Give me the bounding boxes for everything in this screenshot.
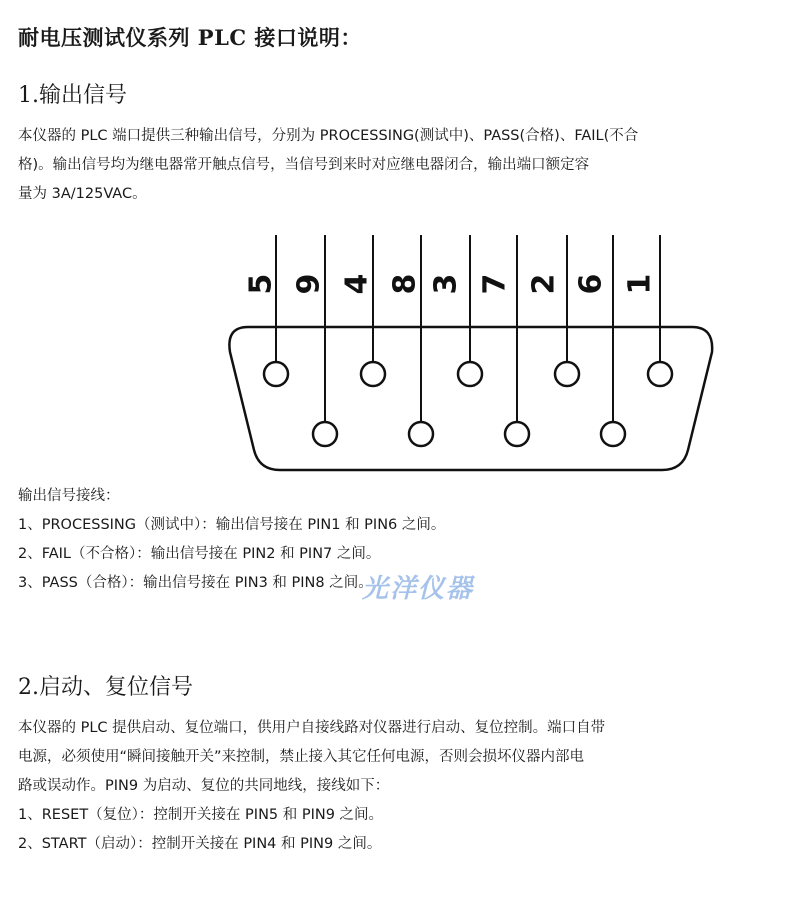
pin-label: 7 xyxy=(477,273,513,295)
pin-label: 9 xyxy=(291,273,327,295)
pin-7-hole xyxy=(505,422,529,446)
pin-8-hole xyxy=(409,422,433,446)
pin-label: 2 xyxy=(526,273,562,295)
pin-label: 6 xyxy=(573,273,609,295)
wiring-item: 1、PROCESSING（测试中）：输出信号接在 PIN1 和 PIN6 之间。 xyxy=(18,517,446,533)
watermark: 光洋仪器 xyxy=(362,574,475,604)
pin-label: 4 xyxy=(339,273,375,295)
pin-5-hole xyxy=(264,362,288,386)
pin-label: 1 xyxy=(622,273,658,295)
pin-6-hole xyxy=(601,422,625,446)
wiring-item: 1、RESET（复位）：控制开关接在 PIN5 和 PIN9 之间。 xyxy=(18,807,384,823)
wiring-item: 2、FAIL（不合格）：输出信号接在 PIN2 和 PIN7 之间。 xyxy=(18,546,381,562)
intro-line: 电源，必须使用“瞬间接触开关”来控制，禁止接入其它任何电源，否则会损坏仪器内部电 xyxy=(18,749,585,765)
page-title: 耐电压测试仪系列 PLC 接口说明： xyxy=(18,25,362,50)
pin-label: 3 xyxy=(428,273,464,295)
pin-4-hole xyxy=(361,362,385,386)
pin-label: 5 xyxy=(243,273,279,295)
section-1-heading: 1.输出信号 xyxy=(18,83,127,108)
pin-3-hole xyxy=(458,362,482,386)
wiring-label: 输出信号接线： xyxy=(18,488,120,504)
intro-line: 本仪器的 PLC 提供启动、复位端口，供用户自接线路对仪器进行启动、复位控制。端口自带 xyxy=(18,720,606,736)
intro-line: 本仪器的 PLC 端口提供三种输出信号，分别为 PROCESSING(测试中)、PASS(合格)、FAIL(不合 xyxy=(18,128,639,144)
pin-label: 8 xyxy=(387,273,423,295)
wiring-item: 3、PASS（合格）：输出信号接在 PIN3 和 PIN8 之间。 xyxy=(18,575,373,591)
wiring-item: 2、START（启动）：控制开关接在 PIN4 和 PIN9 之间。 xyxy=(18,836,382,852)
pin-2-hole xyxy=(555,362,579,386)
intro-line: 路或误动作。PIN9 为启动、复位的共同地线，接线如下： xyxy=(18,778,390,794)
intro-line: 格)。输出信号均为继电器常开触点信号，当信号到来时对应继电器闭合，输出端口额定容 xyxy=(18,157,590,173)
intro-line: 量为 3A/125VAC。 xyxy=(18,186,147,202)
section-2-heading: 2.启动、复位信号 xyxy=(18,675,193,700)
pin-1-hole xyxy=(648,362,672,386)
section-2-body xyxy=(18,714,790,859)
pin-9-hole xyxy=(313,422,337,446)
